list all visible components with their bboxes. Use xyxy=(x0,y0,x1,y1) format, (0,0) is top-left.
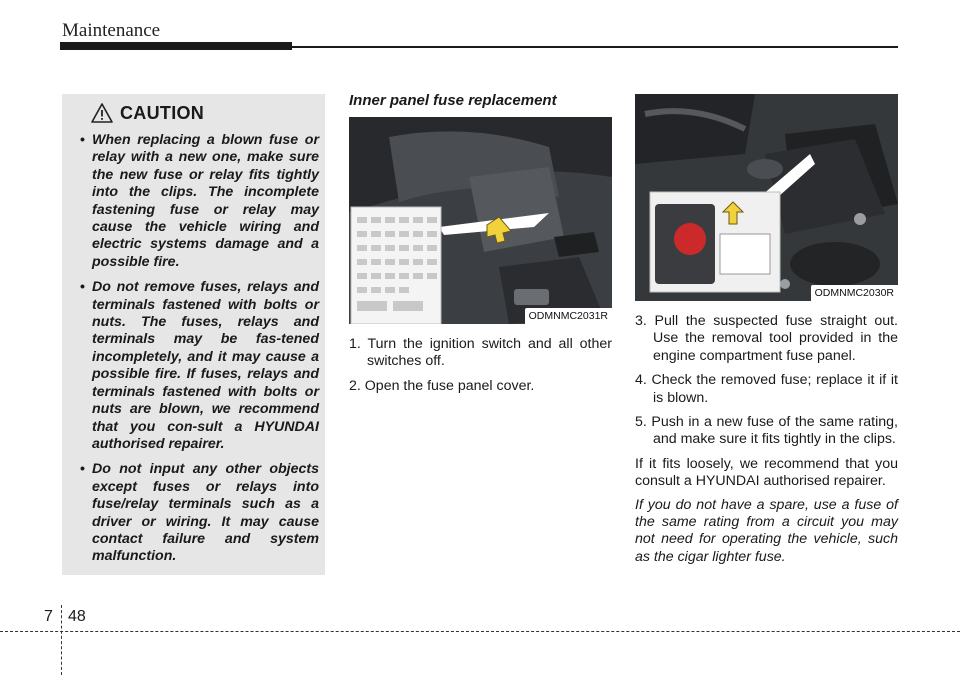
caution-item: • Do not input any other objects except fuses or relays into fuse/relay terminals such as a driver or wiring. It may cause contact failure and system malfunction. xyxy=(70,461,319,565)
step-item: 3. Pull the suspected fuse straight out. Use the removal tool provided in the engine compartment fuse panel. xyxy=(635,313,898,364)
inner-panel-photo xyxy=(349,117,612,324)
section-title: Inner panel fuse replacement xyxy=(349,92,557,109)
photo-caption: ODMNMC2031R xyxy=(525,308,612,324)
caution-title: CAUTION xyxy=(120,102,205,123)
header-rule xyxy=(60,46,898,48)
caution-item: • When replacing a blown fuse or relay with a new one, make sure the new fuse or relay fits tightly into the clips. The incomplete fastening fuse or relay may cause the vehicle wiring and electric systems damage and a possible fire. xyxy=(70,132,319,271)
caution-list xyxy=(70,132,319,566)
step-item: 5. Push in a new fuse of the same rating, and make sure it fits tightly in the clips. xyxy=(635,414,898,448)
right-column xyxy=(635,94,898,572)
steps-list xyxy=(349,336,612,395)
page-number: 48 xyxy=(68,608,86,625)
step-item: 1. Turn the ignition switch and all other switches off. xyxy=(349,336,612,370)
italic-note: If you do not have a spare, use a fuse of the same rating from a circuit you may not need for operating the vehicle, such as the cigar lighter fuse. xyxy=(635,496,898,565)
caution-item: • Do not remove fuses, relays and terminals fastened with bolts or nuts. The fuses, relays and terminals may be fas-tened incompletely, and it may cause a possible fire. If fuses, relays and terminals fastened with bolts or nuts are blown, we recommend that you con-sult a HYUNDAI authorised repairer. xyxy=(70,279,319,453)
body-paragraph: If it fits loosely, we recommend that you consult a HYUNDAI authorised repairer. xyxy=(635,455,898,490)
engine-fuse-illustration xyxy=(635,94,898,301)
footer-divider xyxy=(61,605,62,675)
engine-fuse-photo xyxy=(635,94,898,301)
caution-header xyxy=(90,102,319,124)
warning-triangle-icon xyxy=(90,102,114,124)
chapter-number: 7 xyxy=(44,608,53,625)
steps-list xyxy=(635,313,898,449)
page-header-title: Maintenance xyxy=(62,20,161,41)
step-item: 2. Open the fuse panel cover. xyxy=(349,377,535,394)
photo-caption: ODMNMC2030R xyxy=(811,285,898,301)
step-item: 4. Check the removed fuse; replace it if it is blown. xyxy=(635,372,898,406)
caution-box xyxy=(62,94,325,575)
footer-rule xyxy=(0,631,960,632)
middle-column xyxy=(349,92,612,402)
inner-panel-illustration xyxy=(349,117,612,324)
